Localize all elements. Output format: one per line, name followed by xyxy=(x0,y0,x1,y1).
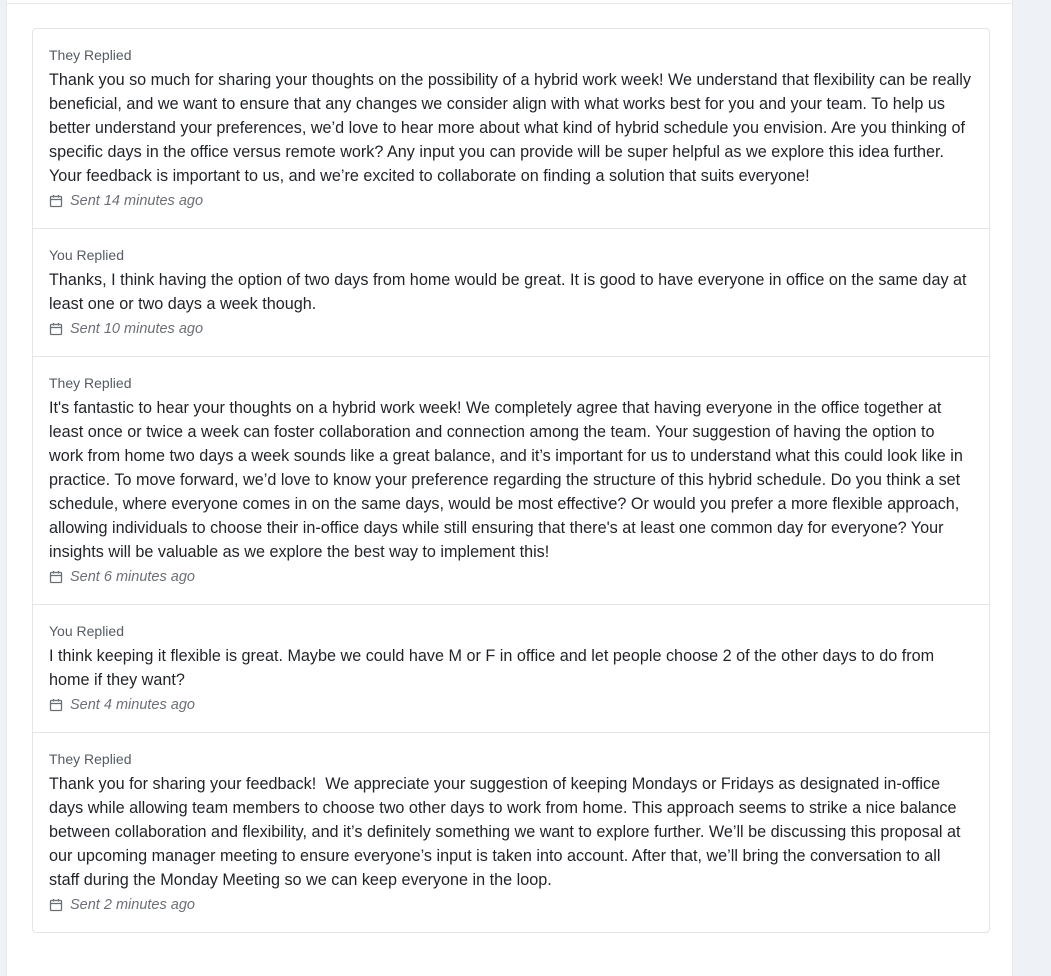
calendar-icon xyxy=(49,698,63,712)
message-thread xyxy=(32,28,990,933)
message-sender: They Replied xyxy=(49,47,132,63)
sent-time: Sent 14 minutes ago xyxy=(70,193,204,209)
calendar-icon xyxy=(49,194,63,208)
message-meta xyxy=(49,318,973,340)
sent-time: Sent 10 minutes ago xyxy=(70,321,204,337)
message-sender: You Replied xyxy=(49,247,124,263)
message-sender: They Replied xyxy=(49,751,132,767)
message-body: Thanks, I think having the option of two days from home would be great. It is good to have everyone in office on the same day at least one or two days a week though. xyxy=(49,271,972,313)
calendar-icon xyxy=(49,570,63,584)
message-body: Thank you for sharing your feedback! We appreciate your suggestion of keeping Mondays or Fridays as designated in-office days while allowing team members to choose two other days to work from home. This approach seems to strike a nice balance between collaboration and flexibility, and it’s definitely something we want to explore further. We’ll be discussing this proposal at our upcoming manager meeting to ensure everyone’s input is taken into account. After that, we’ll bring the conversation to all staff during the Monday Meeting so we can keep everyone in the loop. xyxy=(49,775,966,889)
sent-time: Sent 6 minutes ago xyxy=(70,569,195,585)
message-item xyxy=(33,733,989,932)
message-body: Thank you so much for sharing your thoughts on the possibility of a hybrid work week! We understand that flexibility can be really beneficial, and we want to ensure that any changes we consider align with what works best for you and your team. To help us better understand your preferences, we’d love to hear more about what kind of hybrid schedule you envision. Are you thinking of specific days in the office versus remote work? Any input you can provide will be super helpful as we explore this idea further. Your feedback is important to us, and we’re excited to collaborate on finding a solution that suits everyone! xyxy=(49,71,976,185)
message-body: I think keeping it flexible is great. Maybe we could have M or F in office and let people choose 2 of the other days to do from home if they want? xyxy=(49,647,939,689)
calendar-icon xyxy=(49,322,63,336)
sent-time: Sent 4 minutes ago xyxy=(70,697,195,713)
message-meta xyxy=(49,694,973,716)
message-sender: You Replied xyxy=(49,623,124,639)
message-item xyxy=(33,357,989,605)
message-body: It's fantastic to hear your thoughts on a hybrid work week! We completely agree that having everyone in the office together at least once or twice a week can foster collaboration and connection among the team. Your suggestion of having the option to work from home two days a week sounds like a great balance, and it’s important for us to understand what this could look like in practice. To move forward, we’d love to know your preference regarding the structure of this hybrid schedule. Do you think a set schedule, where everyone comes in on the same days, would be most effective? Or would you prefer a more flexible approach, allowing individuals to choose their in-office days while still ensuring that there's at least one common day for everyone? Your insights will be valuable as we explore the best way to implement this! xyxy=(49,399,968,561)
calendar-icon xyxy=(49,898,63,912)
message-sender: They Replied xyxy=(49,375,132,391)
message-meta xyxy=(49,190,973,212)
divider xyxy=(7,3,1012,4)
message-item xyxy=(33,605,989,733)
conversation-panel xyxy=(6,0,1013,976)
message-meta xyxy=(49,894,973,916)
message-meta xyxy=(49,566,973,588)
message-item xyxy=(33,29,989,229)
message-item xyxy=(33,229,989,357)
sent-time: Sent 2 minutes ago xyxy=(70,897,195,913)
